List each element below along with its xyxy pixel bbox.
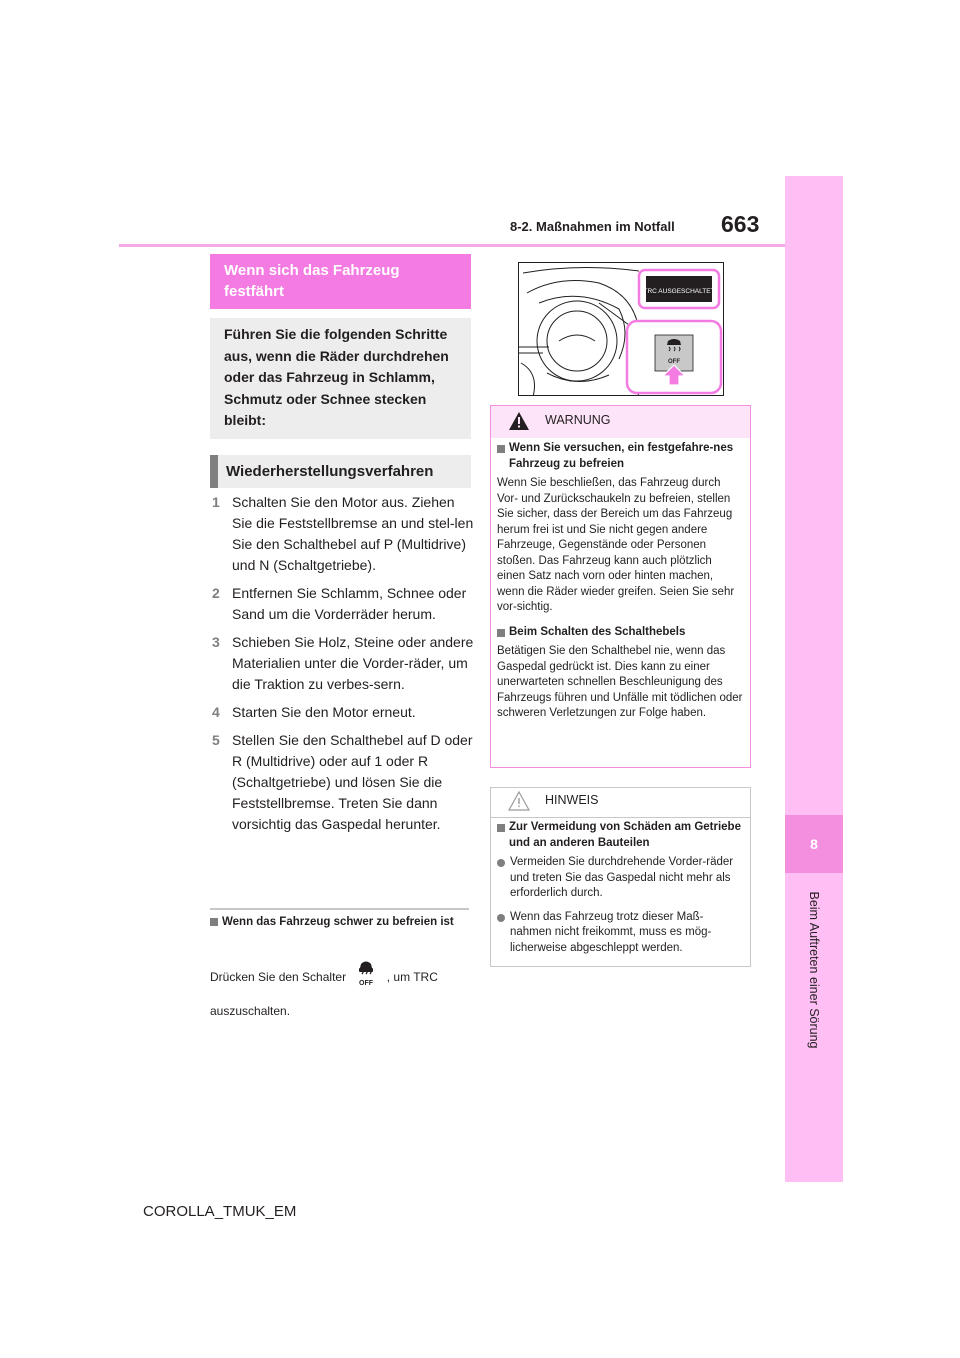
warning-item-title — [497, 441, 743, 472]
warning-triangle-icon — [508, 411, 530, 431]
step-item — [212, 702, 474, 723]
warning-title: WARNUNG — [545, 413, 611, 427]
page-number: 663 — [721, 211, 760, 237]
section-path: 8-2. Maßnahmen im Notfall — [510, 219, 675, 234]
hint-title: HINWEIS — [545, 793, 599, 807]
procedure-steps — [212, 492, 474, 842]
hint-bullet-text: Vermeiden Sie durchdrehende Vorder-räder und treten Sie das Gaspedal nicht mehr als erforderlich durch. — [510, 856, 734, 899]
square-bullet-icon — [210, 918, 218, 926]
note-title — [210, 915, 472, 929]
note-text-after: , um TRC auszuschalten. — [210, 970, 438, 1018]
square-bullet-icon — [497, 445, 505, 453]
note-text — [210, 958, 472, 1025]
intro-box: Führen Sie die folgenden Schritte aus, wenn die Räder durchdrehen oder das Fahrzeug in Schlamm, Schmutz oder Schnee stecken bleibt: — [210, 318, 471, 439]
note-text-before: Drücken Sie den Schalter — [210, 970, 347, 985]
chapter-number: 8 — [785, 815, 843, 873]
square-bullet-icon — [497, 629, 505, 637]
procedure-heading: Wiederherstellungsverfahren — [210, 455, 471, 488]
step-text: Stellen Sie den Schalthebel auf D oder R (Multidrive) oder auf 1 oder R (Schaltgetriebe) und lösen Sie die Feststellbremse. Treten Sie dann vorsichtig das Gaspedal herunter. — [232, 732, 473, 832]
dashboard-illustration — [518, 262, 724, 396]
step-number: 1 — [212, 494, 220, 510]
step-item — [212, 492, 474, 576]
warning-item-title-text: Wenn Sie versuchen, ein festgefahre-nes Fahrzeug zu befreien — [509, 442, 734, 470]
hint-item-title — [497, 820, 743, 851]
step-text: Starten Sie den Motor erneut. — [232, 704, 416, 720]
trc-off-switch-icon — [353, 958, 379, 998]
hint-bullet — [497, 910, 743, 957]
step-text: Entfernen Sie Schlamm, Schnee oder Sand um die Vorderräder herum. — [232, 585, 467, 622]
warning-item-title-text: Beim Schalten des Schalthebels — [509, 625, 686, 638]
step-number: 5 — [212, 732, 220, 748]
warning-item-body: Betätigen Sie den Schalthebel nie, wenn das Gaspedal gedrückt ist. Dies kann zu einer unerwarteten schnellen Beschleunigung des Fahrzeugs führen und Unfälle mit tödlichen oder schweren Verletzungen zur Folge haben. — [497, 645, 743, 719]
step-item — [212, 730, 474, 835]
step-text: Schalten Sie den Motor aus. Ziehen Sie die Feststellbremse an und stel-len Sie den Schalthebel auf P (Multidrive) und N (Schaltgetriebe). — [232, 494, 474, 573]
document-id: COROLLA_TMUK_EM — [143, 1203, 297, 1220]
step-number: 2 — [212, 585, 220, 601]
round-bullet-icon — [497, 914, 505, 922]
step-text: Schieben Sie Holz, Steine oder andere Materialien unter die Vorder-räder, um die Traktion zu verbes-sern. — [232, 634, 474, 692]
hint-bullet — [497, 855, 743, 902]
warning-content — [497, 441, 743, 731]
switch-off-label: OFF — [668, 359, 680, 365]
step-item — [212, 632, 474, 695]
square-bullet-icon — [497, 824, 505, 832]
hint-item-title-text: Zur Vermeidung von Schäden am Getriebe und an anderen Bauteilen — [509, 821, 741, 849]
hint-header — [491, 788, 750, 818]
trc-off-label: OFF — [359, 980, 374, 987]
chapter-label — [786, 880, 842, 1060]
header-rule — [119, 244, 785, 247]
hint-content — [497, 820, 743, 964]
step-number: 4 — [212, 704, 220, 720]
step-item — [212, 583, 474, 625]
step-number: 3 — [212, 634, 220, 650]
caution-triangle-icon — [508, 791, 530, 811]
section-heading: Wenn sich das Fahrzeug festfährt — [210, 254, 471, 309]
display-message: TRC AUSGESCHALTET — [643, 288, 715, 295]
round-bullet-icon — [497, 859, 505, 867]
hint-bullet-text: Wenn das Fahrzeug trotz dieser Maß-nahmen nicht freikommt, muss es mög-licherweise abgeschleppt werden. — [510, 910, 712, 954]
warning-item-title — [497, 625, 743, 641]
chapter-label-text: Beim Auftreten einer Sörung — [807, 891, 821, 1049]
warning-item-body: Wenn Sie beschließen, das Fahrzeug durch Vor- und Zurückschaukeln zu befreien, stellen Sie sicher, dass der Bereich um das Fahrzeug herum frei ist und Sie nicht gegen andere Fahrzeuge, Gegenstände oder Personen stoßen. Das Fahrzeug kann auch plötzlich einen Satz nach vorn oder hinten machen, wenn die Räder wieder greifen. Seien Sie sehr vor-sichtig. — [497, 477, 735, 613]
note-divider — [210, 908, 469, 910]
warning-header — [491, 406, 750, 438]
trc-off-switch-callout — [627, 321, 721, 393]
multi-info-display — [639, 270, 719, 308]
note-title-text: Wenn das Fahrzeug schwer zu befreien ist — [222, 916, 454, 928]
